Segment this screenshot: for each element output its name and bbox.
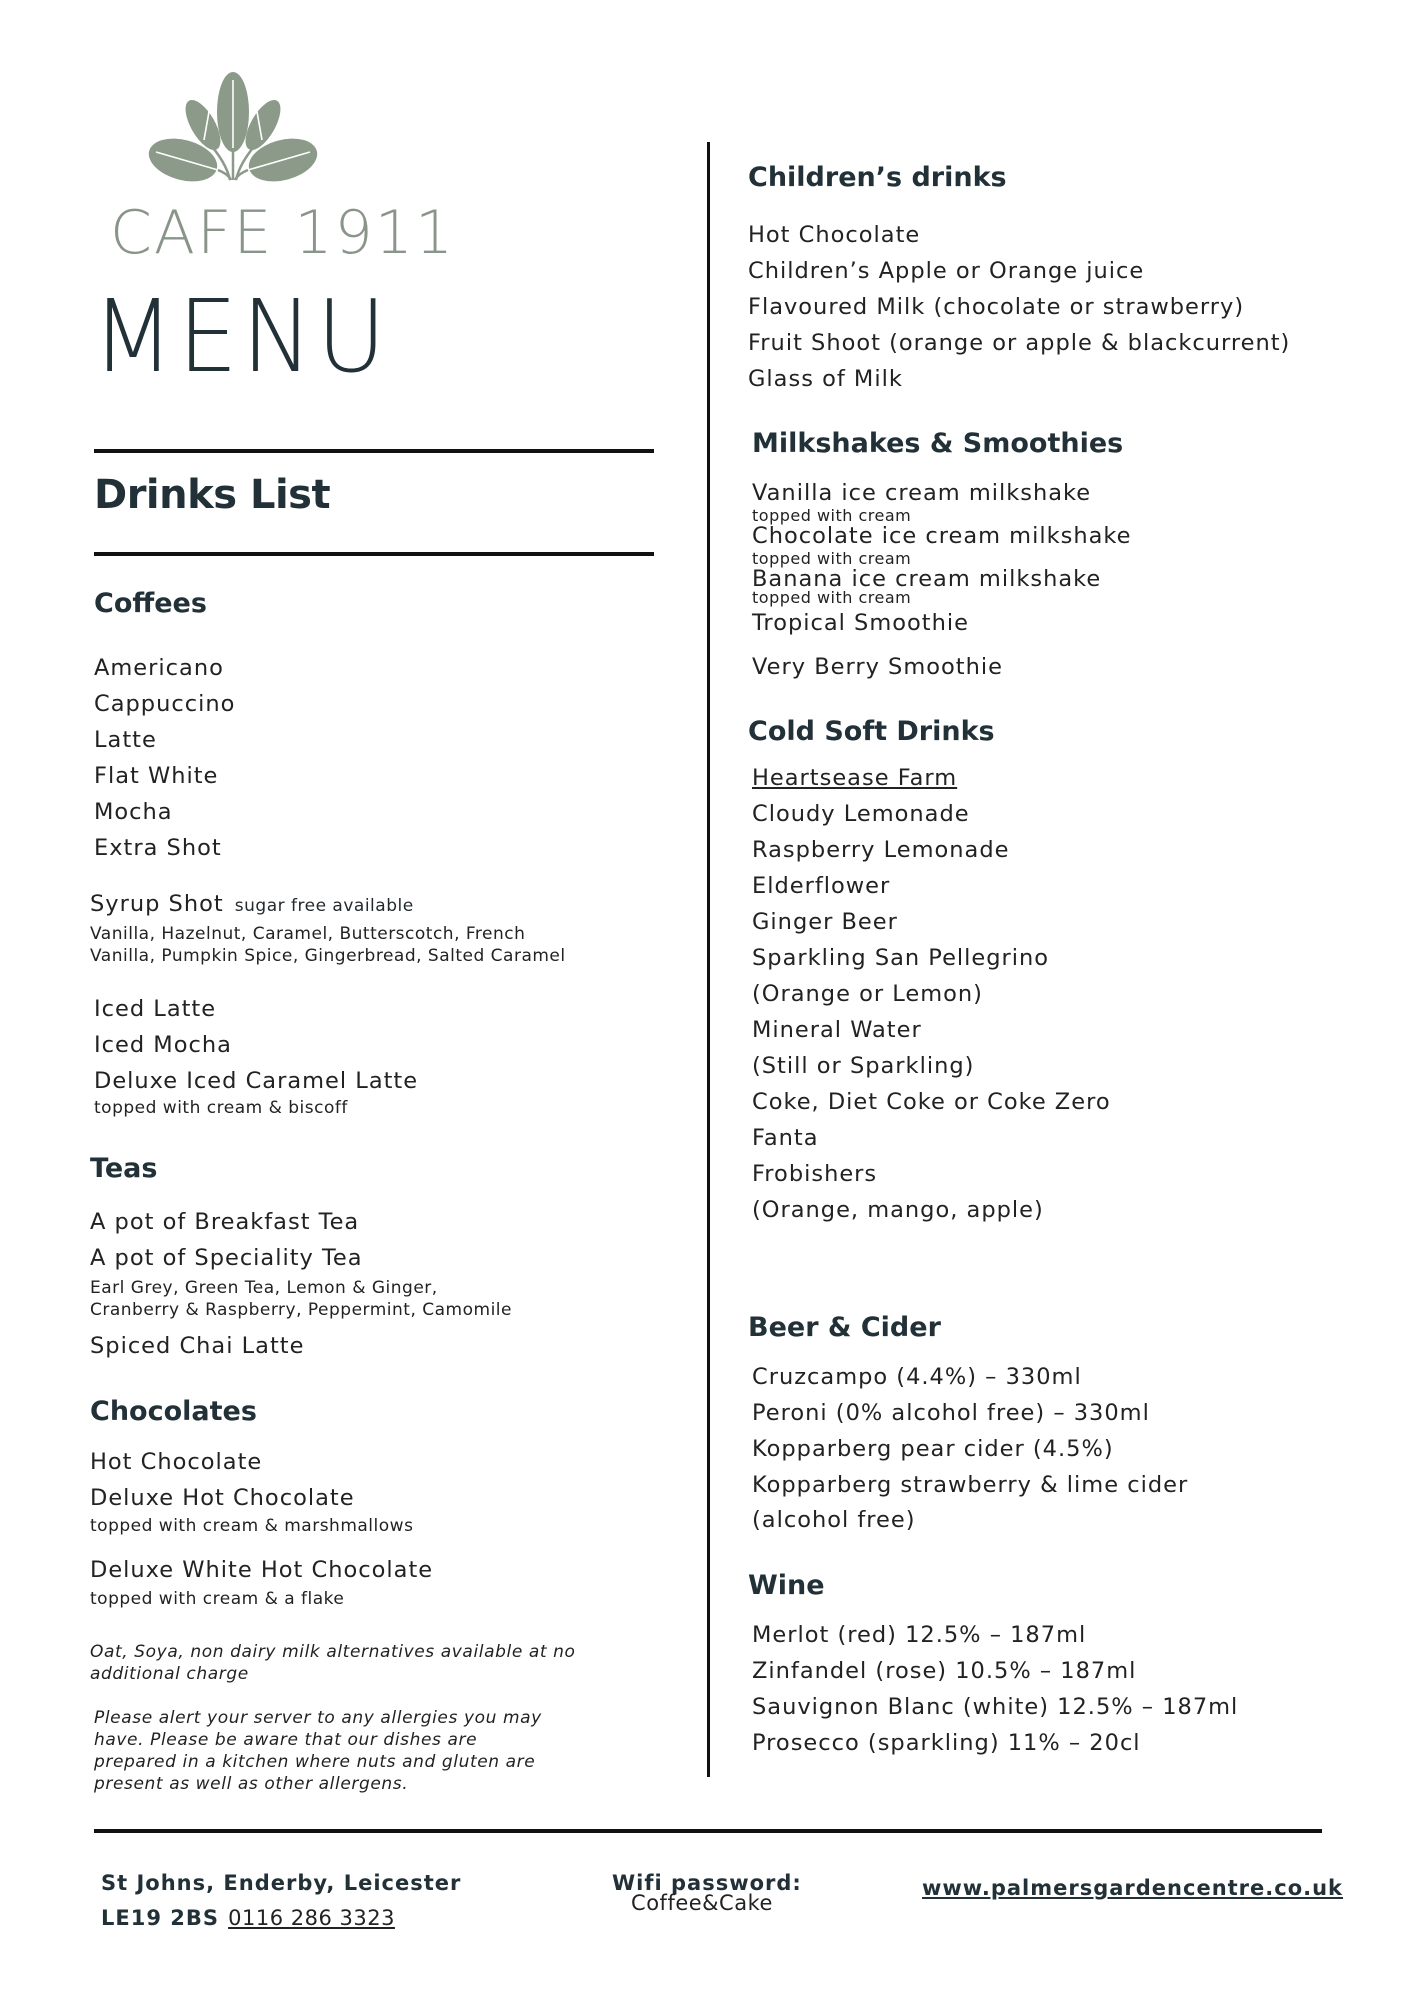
- menu-item: Raspberry Lemonade: [752, 837, 1010, 863]
- menu-item: (Still or Sparkling): [752, 1053, 975, 1079]
- menu-item: Glass of Milk: [748, 366, 903, 392]
- teas-heading: Teas: [90, 1153, 158, 1184]
- item-note: Cranberry & Raspberry, Peppermint, Camomile: [90, 1300, 512, 1320]
- menu-item: Mineral Water: [752, 1017, 922, 1043]
- menu-item: Zinfandel (rose) 10.5% – 187ml: [752, 1658, 1137, 1684]
- menu-item: Chocolate ice cream milkshake: [752, 523, 1132, 549]
- menu-item: Mocha: [94, 799, 173, 825]
- menu-item: Vanilla ice cream milkshake: [752, 480, 1092, 506]
- cold-drinks-heading: Cold Soft Drinks: [748, 716, 995, 747]
- menu-item: Peroni (0% alcohol free) – 330ml: [752, 1400, 1150, 1426]
- wifi-password: Coffee&Cake: [631, 1891, 773, 1915]
- cafe-name: CAFE 1911: [110, 198, 456, 268]
- menu-item: Fanta: [752, 1125, 819, 1151]
- menu-item: Tropical Smoothie: [752, 610, 969, 636]
- postcode-phone-line: [101, 1906, 395, 1930]
- menu-item: Banana ice cream milkshake: [752, 566, 1102, 592]
- item-note: topped with cream & biscoff: [94, 1098, 348, 1118]
- chocolates-heading: Chocolates: [90, 1396, 257, 1427]
- beer-heading: Beer & Cider: [748, 1312, 941, 1343]
- phone-link[interactable]: 0116 286 3323: [228, 1906, 395, 1930]
- menu-item: Fruit Shoot (orange or apple & blackcurrent): [748, 330, 1291, 356]
- menu-item: Children’s Apple or Orange juice: [748, 258, 1145, 284]
- menu-item: (Orange or Lemon): [752, 981, 983, 1007]
- menu-item: (Orange, mango, apple): [752, 1197, 1044, 1223]
- menu-item: Kopparberg pear cider (4.5%): [752, 1436, 1114, 1462]
- menu-item: Deluxe Hot Chocolate: [90, 1485, 355, 1511]
- wine-heading: Wine: [748, 1570, 825, 1601]
- menu-item: Coke, Diet Coke or Coke Zero: [752, 1089, 1111, 1115]
- menu-item: Ginger Beer: [752, 909, 898, 935]
- allergy-note: Please alert your server to any allergies you may have. Please be aware that our dishes are prepared in a kitchen where nuts and gluten are present as well as other allergens.: [94, 1708, 542, 1794]
- wifi-info: [612, 1871, 802, 1915]
- item-note: sugar free available: [234, 896, 414, 916]
- divider: [94, 449, 654, 453]
- milk-alternatives-note: Oat, Soya, non dairy milk alternatives available at no additional charge: [90, 1642, 576, 1684]
- menu-item: Iced Latte: [94, 996, 217, 1022]
- menu-item: Cappuccino: [94, 691, 236, 717]
- menu-item: Deluxe Iced Caramel Latte: [94, 1068, 419, 1094]
- brand-label: Heartsease Farm: [752, 765, 958, 791]
- item-note: topped with cream: [752, 588, 912, 607]
- menu-item: Hot Chocolate: [748, 222, 921, 248]
- menu-item: Cloudy Lemonade: [752, 801, 970, 827]
- menu-item: A pot of Breakfast Tea: [90, 1209, 360, 1235]
- menu-item: Sparkling San Pellegrino: [752, 945, 1050, 971]
- address: St Johns, Enderby, Leicester: [101, 1871, 462, 1895]
- menu-item: Latte: [94, 727, 157, 753]
- item-note: topped with cream & marshmallows: [90, 1516, 414, 1536]
- menu-item: A pot of Speciality Tea: [90, 1245, 363, 1271]
- website-link[interactable]: www.palmersgardencentre.co.uk: [922, 1876, 1344, 1900]
- item-note: topped with cream: [752, 506, 912, 525]
- menu-item: Cruzcampo (4.4%) – 330ml: [752, 1364, 1082, 1390]
- syrup-line: [90, 891, 414, 917]
- childrens-heading: Children’s drinks: [748, 162, 1007, 193]
- page-title: Drinks List: [94, 472, 331, 518]
- menu-item: Iced Mocha: [94, 1032, 232, 1058]
- item-note: Vanilla, Pumpkin Spice, Gingerbread, Salted Caramel: [90, 946, 566, 966]
- column-divider: [707, 142, 710, 1777]
- footer-divider: [94, 1829, 1322, 1833]
- menu-item: Hot Chocolate: [90, 1449, 263, 1475]
- item-note: Earl Grey, Green Tea, Lemon & Ginger,: [90, 1278, 438, 1298]
- menu-item: Kopparberg strawberry & lime cider: [752, 1472, 1189, 1498]
- menu-item: (alcohol free): [752, 1507, 916, 1533]
- menu-item: Frobishers: [752, 1161, 878, 1187]
- leaves-logo-icon: [148, 70, 318, 200]
- menu-item: Deluxe White Hot Chocolate: [90, 1557, 434, 1583]
- divider: [94, 552, 654, 556]
- wifi-label: Wifi password:: [612, 1871, 802, 1895]
- menu-title: MENU: [92, 278, 390, 395]
- menu-item: Flat White: [94, 763, 219, 789]
- item-note: topped with cream: [752, 549, 912, 568]
- menu-item: Prosecco (sparkling) 11% – 20cl: [752, 1730, 1141, 1756]
- menu-item: Americano: [94, 655, 224, 681]
- menu-item: Syrup Shot: [90, 891, 224, 917]
- item-note: Vanilla, Hazelnut, Caramel, Butterscotch, French: [90, 924, 526, 944]
- menu-item: Flavoured Milk (chocolate or strawberry): [748, 294, 1245, 320]
- item-note: topped with cream & a flake: [90, 1589, 345, 1609]
- menu-item: Elderflower: [752, 873, 891, 899]
- menu-item: Very Berry Smoothie: [752, 654, 1003, 680]
- menu-item: Merlot (red) 12.5% – 187ml: [752, 1622, 1087, 1648]
- menu-item: Spiced Chai Latte: [90, 1333, 305, 1359]
- menu-item: Sauvignon Blanc (white) 12.5% – 187ml: [752, 1694, 1239, 1720]
- coffees-heading: Coffees: [94, 588, 207, 619]
- milkshakes-heading: Milkshakes & Smoothies: [752, 428, 1124, 459]
- menu-item: Extra Shot: [94, 835, 222, 861]
- postcode: LE19 2BS: [101, 1906, 220, 1930]
